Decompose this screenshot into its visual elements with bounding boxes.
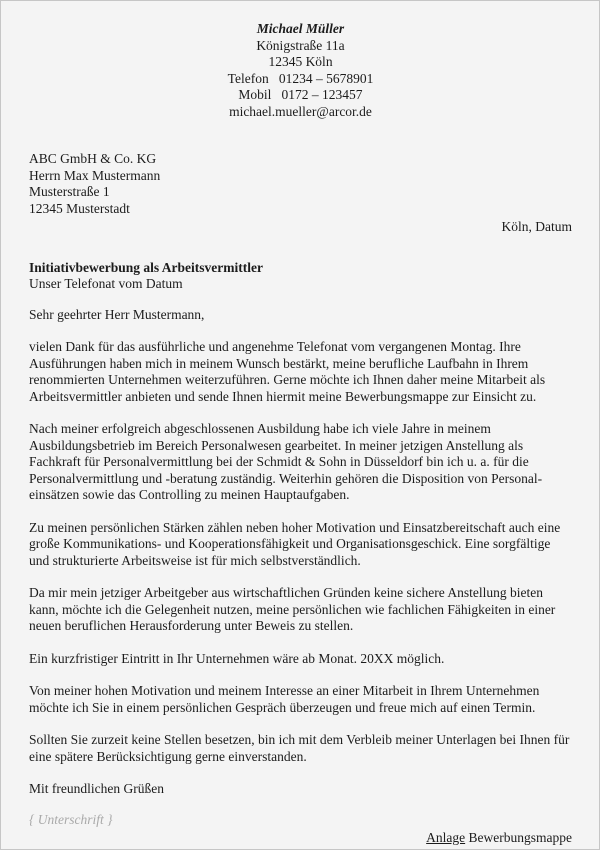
closing: Mit freundlichen Grüßen — [29, 781, 164, 796]
signature-placeholder: { Unterschrift } — [29, 811, 113, 827]
sender-street: Königstraße 11a — [256, 37, 345, 53]
dateline: Köln, Datum — [501, 219, 572, 234]
enclosure-label: Anlage — [426, 830, 466, 845]
salutation: Sehr geehrter Herr Mustermann, — [29, 306, 205, 322]
body-paragraph: Sollten Sie zurzeit keine Stellen besetzen, bin ich mit dem Verbleib meiner Unterlagen bei Ihnen für eine spätere Berücksichtigung gerne einverstanden. — [29, 732, 570, 764]
sender-mobile: Mobil 0172 – 123457 — [238, 87, 363, 102]
body-paragraph: Von meiner hohen Motivation und meinem Interesse an einer Mitarbeit in Ihrem Unternehmen möchte ich Sie in einem persönlichen Gespräch überzeugen und freue mich auf einen Termin. — [29, 683, 540, 715]
subject-block — [29, 260, 572, 293]
letterhead — [29, 21, 572, 120]
enclosure-text: Bewerbungsmappe — [465, 830, 572, 845]
body-paragraph: Nach meiner erfolgreich abgeschlossenen Ausbildung habe ich viele Jahre in meinem Ausbildungsbetrieb im Bereich Personalwesen gearbeitet. In meiner jetzigen Anstellung als Fachkraft für Personalvermittlung bei der Schmidt & Sohn in Düsseldorf bin ich u. a. für die Personalvermittlung und -beratung zuständig. Weiterhin gehören die Disposition von Personaleinsätzen sowie das Controlling zu meinen Hauptaufgaben. — [29, 421, 543, 502]
recipient-city: 12345 Musterstadt — [29, 200, 130, 216]
recipient-contact: Herrn Max Mustermann — [29, 167, 161, 183]
body-paragraph: Zu meinen persönlichen Stärken zählen neben hoher Motivation und Einsatzbereitschaft auch eine große Kommunikations- und Kooperationsfähigkeit und Organisationsgeschick. Eine sorgfältige und strukturierte Arbeitsweise ist für mich selbstverständlich. — [29, 519, 561, 568]
recipient-street: Musterstraße 1 — [29, 184, 110, 199]
body-paragraph: vielen Dank für das ausführliche und angenehme Telefonat vom vergangenen Montag. Ihre Ausführungen haben mich in meinem Wunsch bestärkt, meine berufliche Laufbahn in Ihrem renommierten Unternehmen weiterzuführen. Gerne möchte ich Ihnen daher meine Mitarbeit als Arbeitsvermittler anbieten und sende Ihnen hiermit meine Bewerbungsmappe zur Einsicht zu. — [29, 339, 546, 404]
sender-name: Michael Müller — [256, 21, 345, 36]
letter-content — [1, 1, 599, 847]
sender-email: michael.mueller@arcor.de — [229, 103, 372, 119]
recipient-company: ABC GmbH & Co. KG — [29, 151, 157, 166]
subject-reference: Unser Telefonat vom Datum — [29, 276, 183, 291]
sender-phone: Telefon 01234 – 5678901 — [227, 70, 374, 86]
body-paragraph: Da mir mein jetziger Arbeitgeber aus wirtschaftlichen Gründen keine sichere Anstellung bieten kann, möchte ich die Gelegenheit nutzen, meine persönlichen wie fachlichen Fähigkeiten in einer neuen beruflichen Herausforderung unter Beweis zu stellen. — [29, 585, 556, 633]
sender-city: 12345 Köln — [268, 54, 333, 69]
enclosure-line — [29, 830, 572, 847]
subject-line: Initiativbewerbung als Arbeitsvermittler — [29, 259, 263, 275]
body-paragraph: Ein kurzfristiger Eintritt in Ihr Unternehmen wäre ab Monat. 20XX möglich. — [29, 650, 445, 666]
recipient-block — [29, 151, 572, 217]
